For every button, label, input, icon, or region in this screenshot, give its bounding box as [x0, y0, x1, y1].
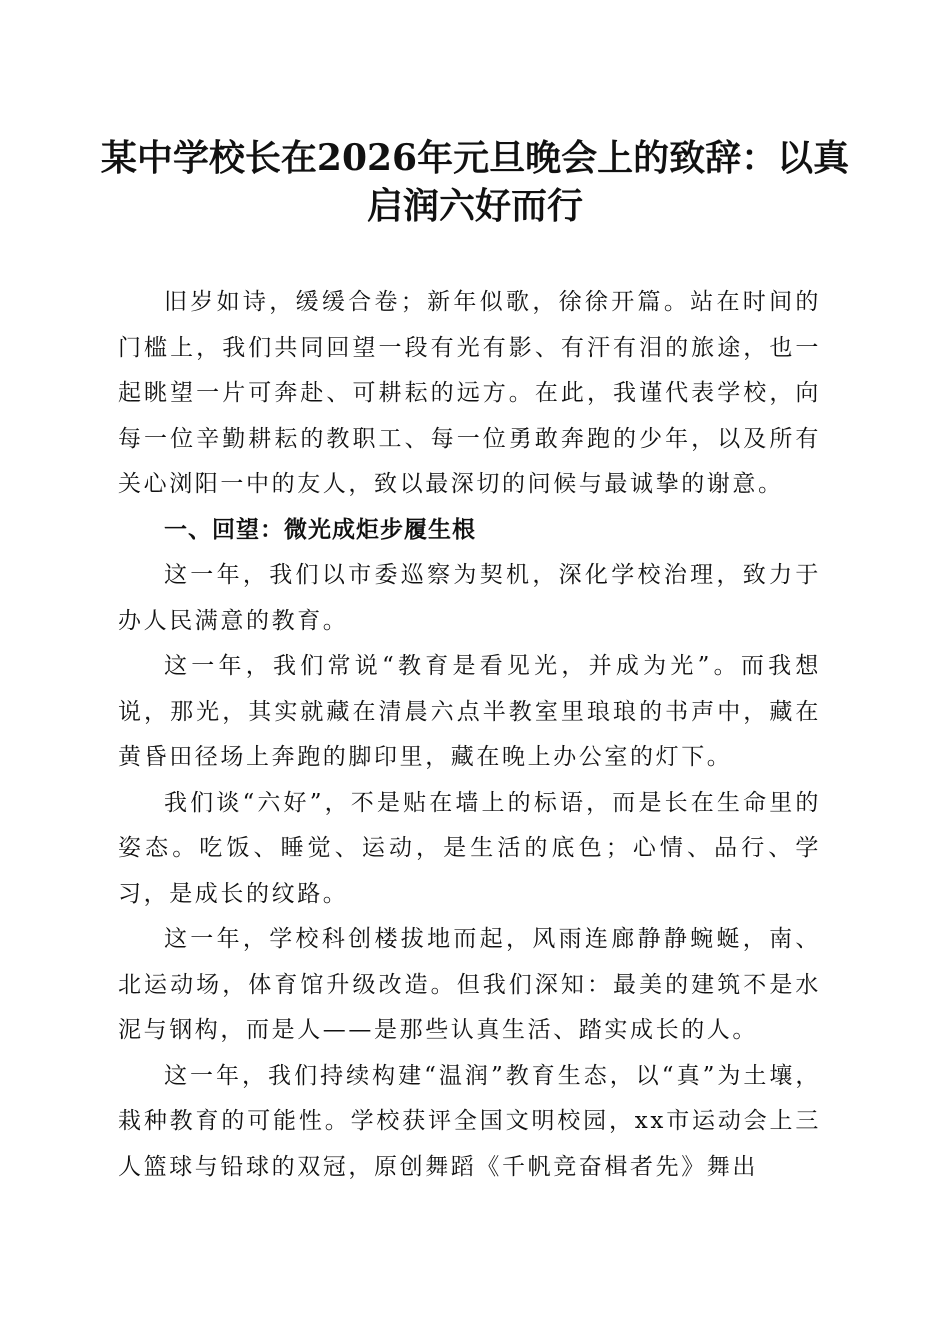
- section-heading: 一、回望：微光成炬步履生根: [164, 516, 476, 543]
- paragraph-opening: 旧岁如诗，缓缓合卷；新年似歌，徐徐开篇。站在时间的门槛上，我们共同回望一段有光有影、有汗有泪的旅途，也一起眺望一片可奔赴、可耕耘的远方。在此，我谨代表学校，向每一位辛勤耕耘的教职工、每一位勇敢奔跑的少年，以及所有关心浏阳一中的友人，致以最深切的问候与最诚挚的谢意。: [118, 289, 821, 497]
- paragraph: 这一年，我们常说“教育是看见光，并成为光”。而我想说，那光，其实就藏在清晨六点半教室里琅琅的书声中，藏在黄昏田径场上奔跑的脚印里，藏在晚上办公室的灯下。: [118, 653, 821, 770]
- paragraph: 这一年，我们持续构建“温润”教育生态，以“真”为土壤，栽种教育的可能性。学校获评全国文明校园，xx市运动会上三人篮球与铅球的双冠，原创舞蹈《千帆竞奋楫者先》舞出: [118, 1062, 821, 1180]
- document-body: [118, 280, 821, 1190]
- paragraph: 这一年，我们以市委巡察为契机，深化学校治理，致力于办人民满意的教育。: [118, 562, 821, 634]
- paragraph: 这一年，学校科创楼拔地而起，风雨连廊静静蜿蜒，南、北运动场，体育馆升级改造。但我们深知：最美的建筑不是水泥与钢构，而是人——是那些认真生活、踏实成长的人。: [118, 926, 821, 1043]
- paragraph: 我们谈“六好”，不是贴在墙上的标语，而是长在生命里的姿态。吃饭、睡觉、运动，是生活的底色；心情、品行、学习，是成长的纹路。: [118, 789, 821, 907]
- document-title: 某中学校长在2026年元旦晚会上的致辞：以真启润六好而行: [100, 137, 850, 227]
